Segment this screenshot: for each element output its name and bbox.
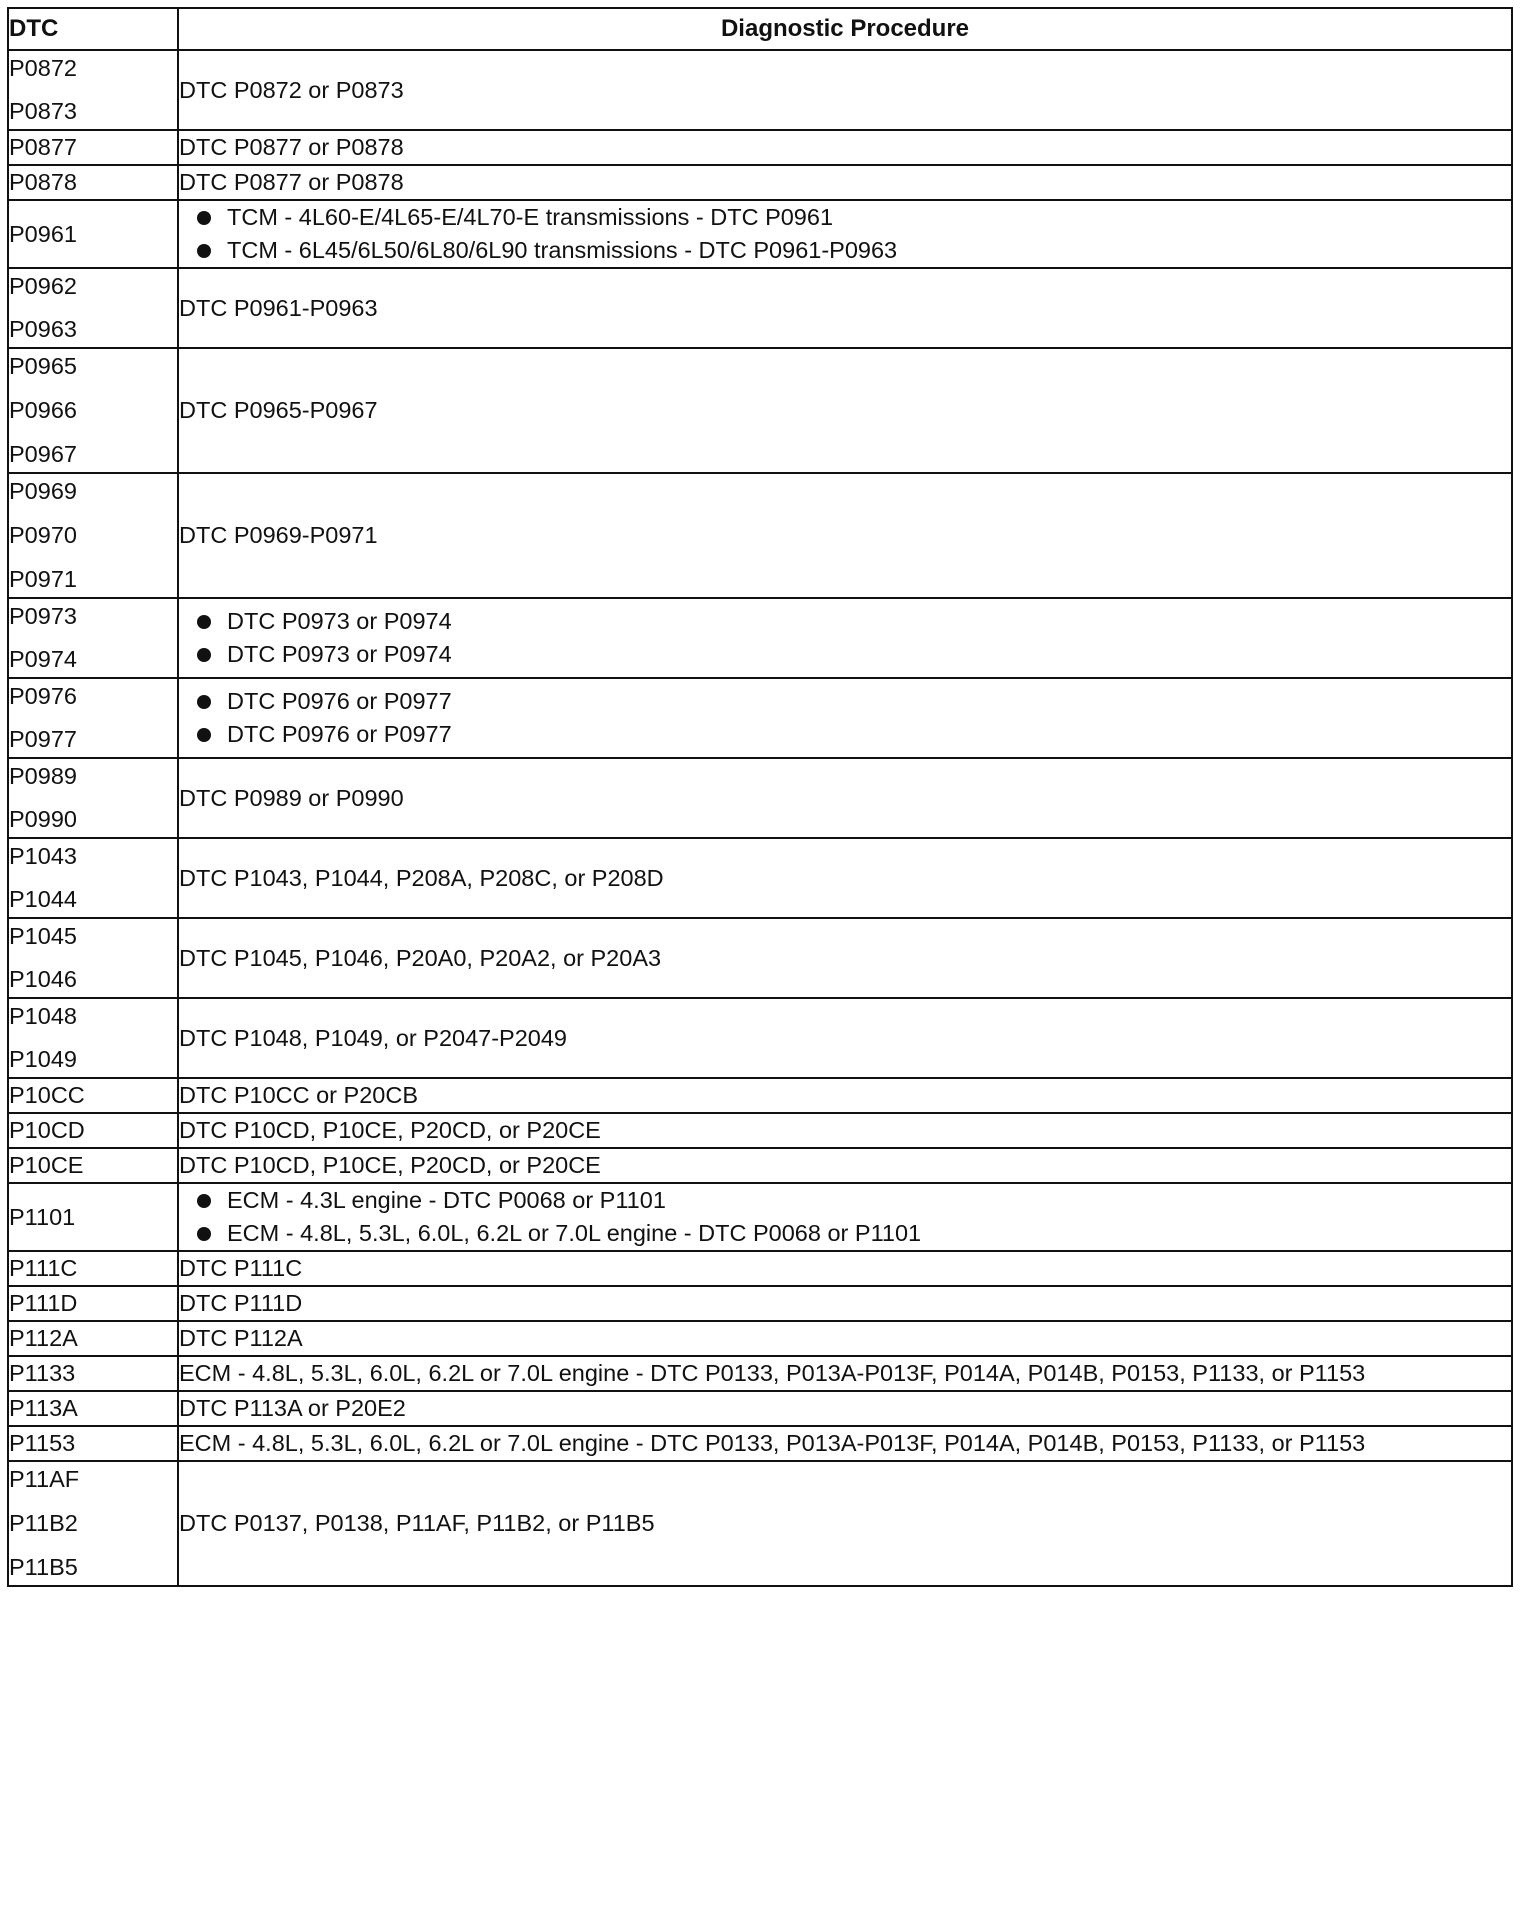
bullet-icon	[197, 244, 211, 258]
table-row	[8, 348, 1512, 473]
dtc-code: P1153	[9, 1430, 76, 1456]
dtc-cell	[8, 998, 178, 1078]
dtc-code: P11AF	[9, 1466, 80, 1492]
procedure-cell	[178, 165, 1512, 200]
dtc-code: P11B5	[9, 1554, 78, 1580]
dtc-code: P0873	[9, 98, 77, 124]
procedure-cell	[178, 348, 1512, 473]
procedure-cell	[178, 1148, 1512, 1183]
procedure-text: DTC P0989 or P0990	[179, 784, 404, 811]
procedure-cell	[178, 1113, 1512, 1148]
dtc-code: P1048	[9, 1003, 77, 1029]
procedure-text: DTC P112A	[179, 1325, 303, 1351]
dtc-code: P111D	[9, 1290, 78, 1316]
dtc-table	[7, 7, 1513, 1587]
dtc-code: P0974	[9, 646, 77, 672]
dtc-code: P0967	[9, 441, 77, 467]
procedure-bullet-item	[197, 1217, 1511, 1250]
procedure-text: DTC P113A or P20E2	[179, 1395, 406, 1421]
dtc-cell	[8, 130, 178, 165]
dtc-cell	[8, 348, 178, 473]
table-row	[8, 473, 1512, 598]
table-row	[8, 1251, 1512, 1286]
procedure-bullet-list	[179, 605, 1511, 671]
procedure-text: DTC P10CD, P10CE, P20CD, or P20CE	[179, 1152, 601, 1178]
dtc-code: P0976	[9, 683, 77, 709]
dtc-code: P1046	[9, 966, 77, 992]
dtc-code: P1045	[9, 923, 77, 949]
table-row	[8, 200, 1512, 268]
table-header	[8, 8, 1512, 50]
table-row	[8, 758, 1512, 838]
table-row	[8, 1183, 1512, 1251]
dtc-code: P0973	[9, 603, 77, 629]
dtc-cell	[8, 473, 178, 598]
dtc-code: P0965	[9, 353, 77, 379]
procedure-text: ECM - 4.8L, 5.3L, 6.0L, 6.2L or 7.0L engine - DTC P0133, P013A-P013F, P014A, P014B, P0153, P1133, or P1153	[179, 1360, 1366, 1386]
procedure-cell	[178, 998, 1512, 1078]
dtc-cell	[8, 1426, 178, 1461]
dtc-cell	[8, 1356, 178, 1391]
dtc-cell	[8, 268, 178, 348]
procedure-text: DTC P0877 or P0878	[179, 169, 404, 195]
procedure-bullet-item	[197, 201, 1511, 234]
dtc-code: P1043	[9, 843, 77, 869]
procedure-text: ECM - 4.3L engine - DTC P0068 or P1101	[227, 1187, 666, 1213]
dtc-cell	[8, 1286, 178, 1321]
table-row	[8, 598, 1512, 678]
procedure-text: ECM - 4.8L, 5.3L, 6.0L, 6.2L or 7.0L engine - DTC P0068 or P1101	[227, 1220, 922, 1246]
table-row	[8, 1321, 1512, 1356]
dtc-code: P0963	[9, 316, 77, 342]
bullet-icon	[197, 1227, 211, 1241]
dtc-cell	[8, 598, 178, 678]
dtc-code: P111C	[9, 1255, 78, 1281]
procedure-bullet-item	[197, 605, 1511, 638]
procedure-text: DTC P0973 or P0974	[227, 641, 452, 667]
procedure-cell	[178, 1321, 1512, 1356]
procedure-text: DTC P0877 or P0878	[179, 134, 404, 160]
procedure-cell	[178, 1391, 1512, 1426]
procedure-text: DTC P0872 or P0873	[179, 76, 404, 103]
procedure-text: DTC P111C	[179, 1255, 303, 1281]
dtc-cell	[8, 165, 178, 200]
dtc-cell	[8, 678, 178, 758]
bullet-icon	[197, 695, 211, 709]
table-row	[8, 1286, 1512, 1321]
procedure-cell	[178, 758, 1512, 838]
dtc-cell	[8, 1251, 178, 1286]
procedure-text: DTC P111D	[179, 1290, 303, 1316]
procedure-bullet-list	[179, 201, 1511, 267]
table-row	[8, 918, 1512, 998]
procedure-cell	[178, 1183, 1512, 1251]
table-row	[8, 1113, 1512, 1148]
dtc-cell	[8, 1113, 178, 1148]
bullet-icon	[197, 728, 211, 742]
bullet-icon	[197, 615, 211, 629]
procedure-text: DTC P0961-P0963	[179, 294, 378, 321]
dtc-code: P0970	[9, 522, 77, 548]
procedure-cell	[178, 200, 1512, 268]
dtc-code: P0971	[9, 566, 77, 592]
table-row	[8, 998, 1512, 1078]
procedure-bullet-item	[197, 638, 1511, 671]
dtc-code: P0990	[9, 806, 77, 832]
dtc-code: P10CE	[9, 1152, 84, 1178]
dtc-cell	[8, 200, 178, 268]
table-row	[8, 1461, 1512, 1586]
procedure-cell	[178, 1286, 1512, 1321]
dtc-code: P10CD	[9, 1117, 85, 1143]
dtc-code: P112A	[9, 1325, 78, 1351]
bullet-icon	[197, 648, 211, 662]
dtc-code: P0877	[9, 134, 77, 160]
dtc-code: P10CC	[9, 1082, 85, 1108]
header-dtc: DTC	[8, 8, 178, 50]
dtc-code: P1049	[9, 1046, 77, 1072]
table-row	[8, 50, 1512, 130]
procedure-text: DTC P0965-P0967	[179, 397, 378, 423]
procedure-text: DTC P0969-P0971	[179, 522, 378, 548]
dtc-cell	[8, 1078, 178, 1113]
dtc-cell	[8, 1148, 178, 1183]
procedure-bullet-item	[197, 1184, 1511, 1217]
dtc-cell	[8, 1461, 178, 1586]
procedure-cell	[178, 918, 1512, 998]
table-row	[8, 1148, 1512, 1183]
dtc-code: P0961	[9, 220, 77, 247]
procedure-cell	[178, 1078, 1512, 1113]
table-row	[8, 678, 1512, 758]
dtc-code: P0878	[9, 169, 77, 195]
procedure-bullet-list	[179, 1184, 1511, 1250]
procedure-cell	[178, 678, 1512, 758]
header-procedure: Diagnostic Procedure	[178, 8, 1512, 50]
procedure-cell	[178, 130, 1512, 165]
procedure-text: DTC P10CD, P10CE, P20CD, or P20CE	[179, 1117, 601, 1143]
procedure-bullet-item	[197, 718, 1511, 751]
procedure-cell	[178, 1461, 1512, 1586]
procedure-cell	[178, 1356, 1512, 1391]
dtc-code: P1101	[9, 1203, 76, 1230]
table-row	[8, 165, 1512, 200]
procedure-text: DTC P0137, P0138, P11AF, P11B2, or P11B5	[179, 1510, 655, 1536]
table-row	[8, 268, 1512, 348]
procedure-text: DTC P1043, P1044, P208A, P208C, or P208D	[179, 864, 664, 891]
procedure-bullet-list	[179, 685, 1511, 751]
procedure-bullet-item	[197, 685, 1511, 718]
procedure-text: TCM - 4L60-E/4L65-E/4L70-E transmissions - DTC P0961	[227, 204, 834, 230]
table-row	[8, 1078, 1512, 1113]
procedure-cell	[178, 1426, 1512, 1461]
dtc-code: P0989	[9, 763, 77, 789]
dtc-code: P0969	[9, 478, 77, 504]
dtc-code: P113A	[9, 1395, 78, 1421]
table-row	[8, 838, 1512, 918]
table-row	[8, 130, 1512, 165]
dtc-cell	[8, 758, 178, 838]
procedure-text: DTC P0976 or P0977	[227, 721, 452, 747]
procedure-text: DTC P0973 or P0974	[227, 608, 452, 634]
table-body	[8, 50, 1512, 1586]
procedure-cell	[178, 50, 1512, 130]
table-row	[8, 1356, 1512, 1391]
dtc-code: P1133	[9, 1360, 76, 1386]
dtc-code: P0966	[9, 397, 77, 423]
procedure-text: DTC P10CC or P20CB	[179, 1082, 418, 1108]
procedure-text: ECM - 4.8L, 5.3L, 6.0L, 6.2L or 7.0L engine - DTC P0133, P013A-P013F, P014A, P014B, P0153, P1133, or P1153	[179, 1430, 1366, 1456]
procedure-text: TCM - 6L45/6L50/6L80/6L90 transmissions - DTC P0961-P0963	[227, 237, 898, 263]
dtc-cell	[8, 1321, 178, 1356]
dtc-cell	[8, 838, 178, 918]
procedure-bullet-item	[197, 234, 1511, 267]
dtc-code: P0962	[9, 273, 77, 299]
procedure-text: DTC P0976 or P0977	[227, 688, 452, 714]
procedure-cell	[178, 598, 1512, 678]
procedure-cell	[178, 268, 1512, 348]
procedure-text: DTC P1045, P1046, P20A0, P20A2, or P20A3	[179, 944, 662, 971]
dtc-code: P11B2	[9, 1510, 78, 1536]
table-row	[8, 1391, 1512, 1426]
table-row	[8, 1426, 1512, 1461]
dtc-code: P0977	[9, 726, 77, 752]
bullet-icon	[197, 211, 211, 225]
dtc-cell	[8, 918, 178, 998]
procedure-cell	[178, 473, 1512, 598]
procedure-text: DTC P1048, P1049, or P2047-P2049	[179, 1024, 568, 1051]
dtc-cell	[8, 1183, 178, 1251]
procedure-cell	[178, 838, 1512, 918]
bullet-icon	[197, 1194, 211, 1208]
dtc-code: P1044	[9, 886, 77, 912]
dtc-code: P0872	[9, 55, 77, 81]
header-row	[8, 8, 1512, 50]
dtc-cell	[8, 50, 178, 130]
dtc-cell	[8, 1391, 178, 1426]
procedure-cell	[178, 1251, 1512, 1286]
